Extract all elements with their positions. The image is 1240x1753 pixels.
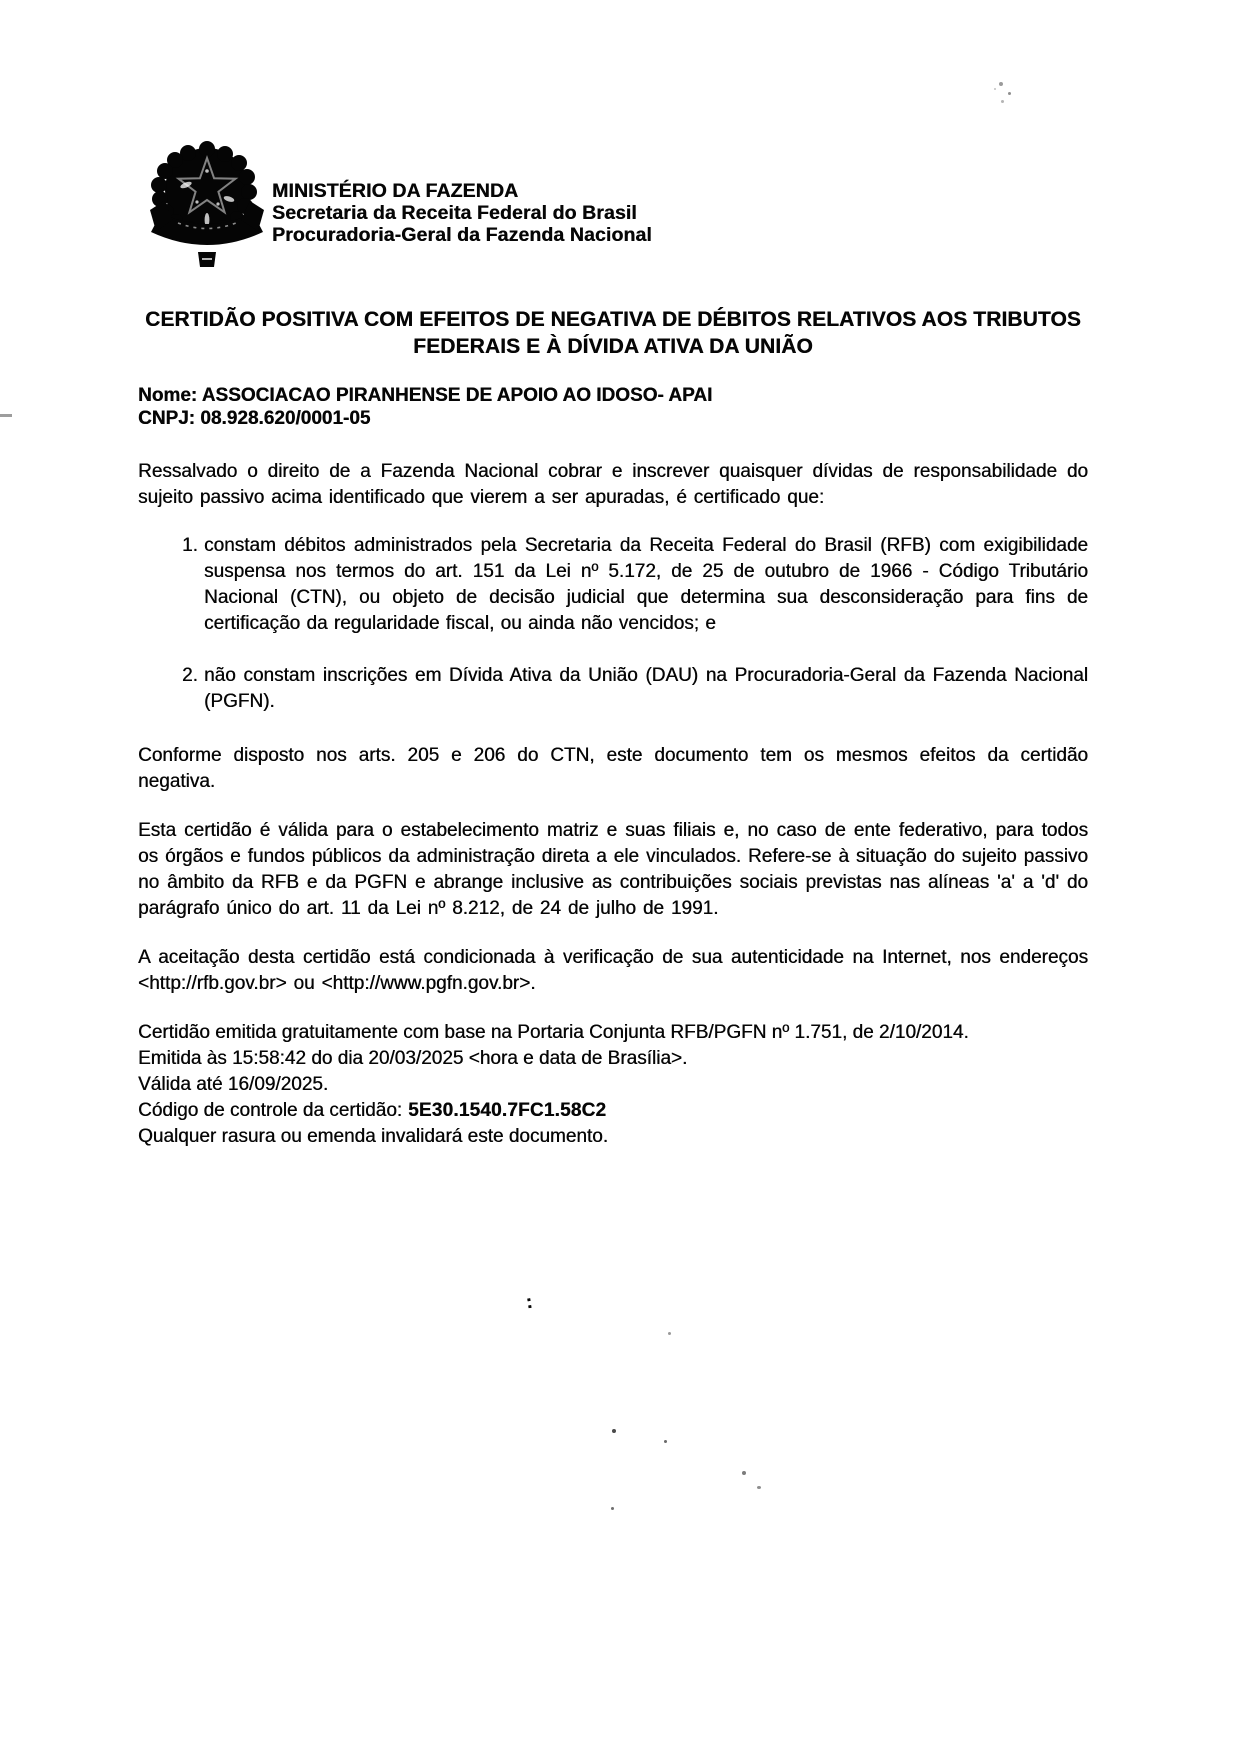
org-name-block <box>272 180 652 270</box>
scan-speck <box>612 1429 616 1433</box>
certificate-footer <box>138 1020 1088 1150</box>
scan-speck <box>668 1332 671 1335</box>
issue-basis-line: Certidão emitida gratuitamente com base na Portaria Conjunta RFB/PGFN nº 1.751, de 2/10/2014. <box>138 1022 969 1043</box>
certificate-title-line1: CERTIDÃO POSITIVA COM EFEITOS DE NEGATIVA DE DÉBITOS RELATIVOS AOS TRIBUTOS <box>145 308 1081 331</box>
subject-cnpj-value: 08.928.620/0001-05 <box>200 407 371 429</box>
arts-205-206-paragraph: Conforme disposto nos arts. 205 e 206 do CTN, este documento tem os mesmos efeitos da certidão negativa. <box>138 745 1088 792</box>
scan-speck <box>994 88 996 90</box>
certified-item-1 <box>182 533 1088 637</box>
subject-name-value: ASSOCIACAO PIRANHENSE DE APOIO AO IDOSO- APAI <box>201 385 713 406</box>
subject-cnpj-row <box>138 408 1088 431</box>
valid-until-line: Válida até 16/09/2025. <box>138 1074 329 1095</box>
org-line-procuradoria: Procuradoria-Geral da Fazenda Nacional <box>272 224 652 246</box>
org-line-secretaria: Secretaria da Receita Federal do Brasil <box>272 202 637 224</box>
subject-name-row <box>138 385 1088 408</box>
scan-speck <box>664 1440 667 1443</box>
warning-line: Qualquer rasura ou emenda invalidará este documento. <box>138 1126 609 1147</box>
item-2-number: 2. <box>182 665 198 686</box>
intro-paragraph: Ressalvado o direito de a Fazenda Nacional cobrar e inscrever quaisquer dívidas de responsabilidade do sujeito passivo acima identificado que vierem a ser apuradas, é certificado que: <box>138 461 1088 508</box>
validity-scope-paragraph: Esta certidão é válida para o estabelecimento matriz e suas filiais e, no caso de ente federativo, para todos os órgãos e fundos públicos da administração direta a ele vinculados. Refere-se à situação do sujeito passivo no âmbito da RFB e da PGFN e abrange inclusive as contribuições sociais previstas nas alíneas 'a' a 'd' do parágrafo único do art. 11 da Lei nº 8.212, de 24 de julho de 1991. <box>138 820 1088 919</box>
emitted-datetime-line: Emitida às 15:58:42 do dia 20/03/2025 <hora e data de Brasília>. <box>138 1048 688 1069</box>
item-1-text: constam débitos administrados pela Secretaria da Receita Federal do Brasil (RFB) com exigibilidade suspensa nos termos do art. 151 da Lei nº 5.172, de 25 de outubro de 1966 - Código Tributário Nacional (CTN), ou objeto de decisão judicial que determina sua desconsideração para fins de certificação da regularidade fiscal, ou ainda não vencidos; e <box>204 535 1088 634</box>
scan-colon-artifact: : <box>524 1291 534 1314</box>
control-code-label: Código de controle da certidão: <box>138 1100 403 1121</box>
acceptance-paragraph: A aceitação desta certidão está condicionada à verificação de sua autenticidade na Internet, nos endereços <http://rfb.gov.br> ou <http://www.pgfn.gov.br>. <box>138 947 1088 994</box>
scan-speck <box>1008 92 1011 95</box>
item-1-number: 1. <box>182 535 198 556</box>
document-header <box>148 140 652 270</box>
scan-speck <box>742 1471 746 1475</box>
certificate-title <box>138 306 1088 360</box>
certified-item-2 <box>182 663 1088 715</box>
org-line-ministry: MINISTÉRIO DA FAZENDA <box>272 180 519 202</box>
certificate-title-line2: FEDERAIS E À DÍVIDA ATIVA DA UNIÃO <box>413 335 813 358</box>
scan-speck <box>757 1486 761 1489</box>
subject-name-label: Nome: <box>138 385 198 406</box>
brazil-coat-of-arms-logo <box>148 140 266 270</box>
scan-speck <box>1001 100 1004 103</box>
control-code-line <box>138 1098 1088 1124</box>
scan-edge-dash <box>0 414 12 417</box>
scan-speck <box>999 82 1003 86</box>
subject-cnpj-label: CNPJ: <box>138 407 196 429</box>
scan-speck <box>611 1507 614 1510</box>
subject-identification <box>138 385 1088 430</box>
control-code-value: 5E30.1540.7FC1.58C2 <box>408 1100 607 1121</box>
item-2-text: não constam inscrições em Dívida Ativa da União (DAU) na Procuradoria-Geral da Fazenda Nacional (PGFN). <box>204 665 1088 712</box>
